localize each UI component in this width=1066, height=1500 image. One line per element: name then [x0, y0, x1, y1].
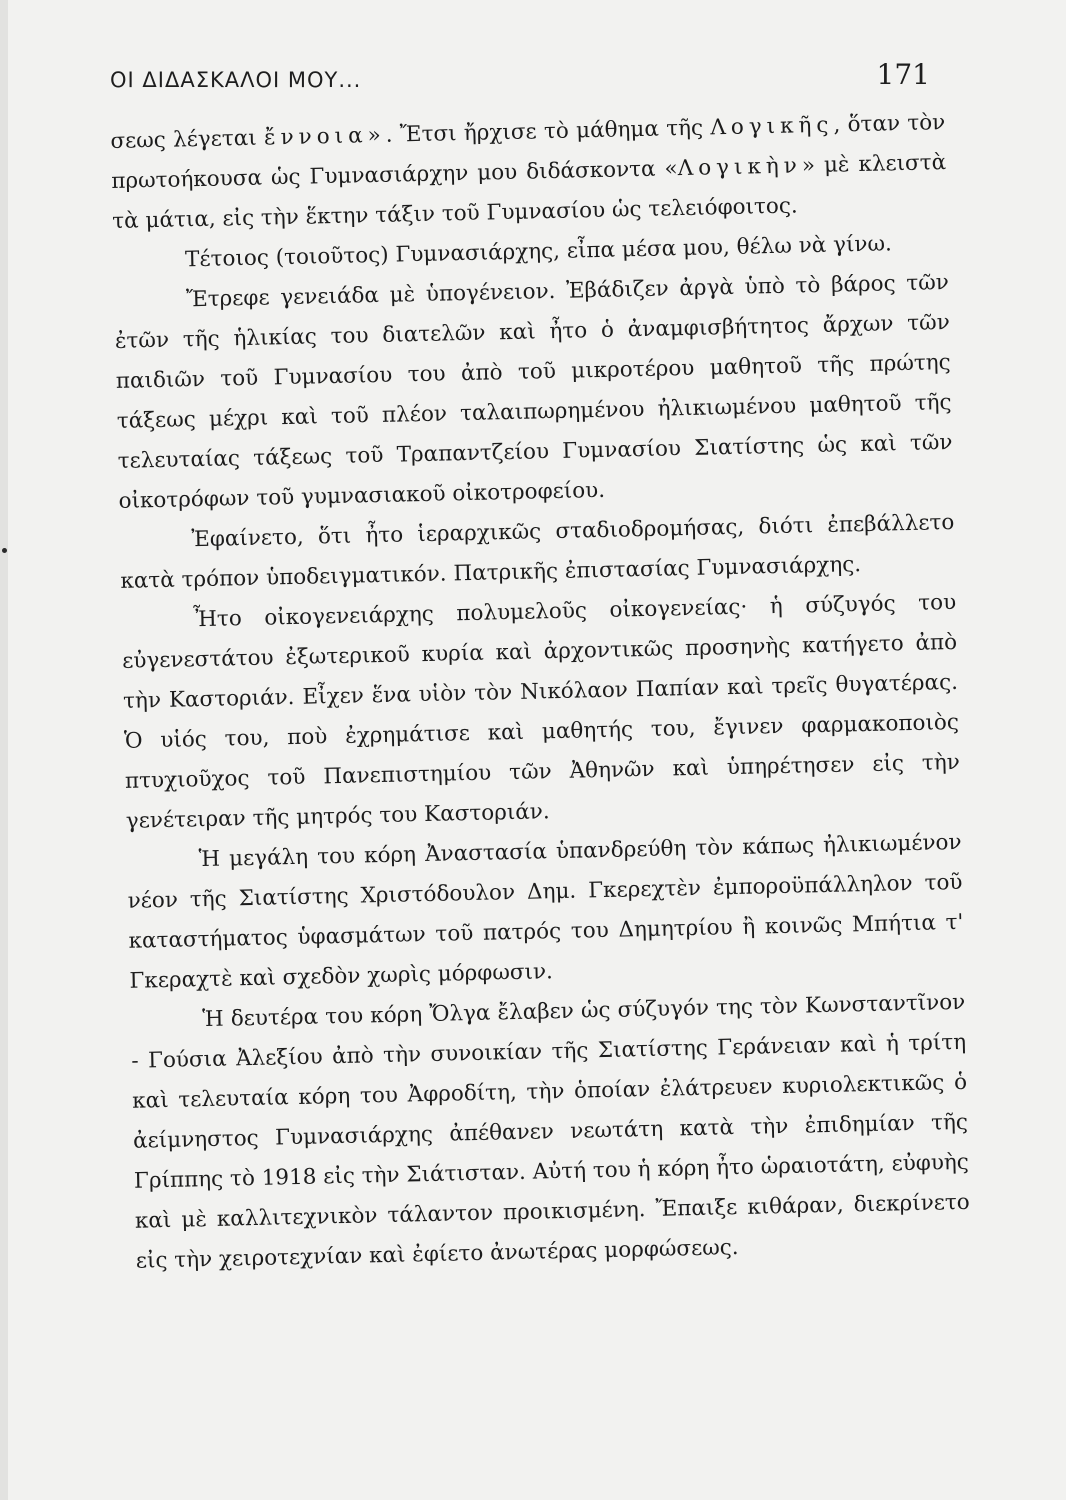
paragraph-1-text-e: , ὅταν τὸν πρωτοήκουσα ὡς Γυμνασιάρχην μου διδάσκοντα « — [111, 110, 946, 194]
running-head: ΟΙ ΔΙΔΑΣΚΑΛΟΙ ΜΟΥ... — [110, 68, 362, 92]
paragraph-7: Ἡ δευτέρα του κόρη Ὄλγα ἔλαβεν ὡς σύζυγόν της τὸν Κωνσταντῖνον - Γούσια Ἀλεξίου ἀπὸ τὴν συνοικίαν τῆς Σιατίστης Γεράνειαν καὶ ἡ τρίτη καὶ τελευταία κόρη του Ἀφροδίτη, τὴν ὁποίαν ἐλάτρευεν κυριολεκτικῶς ὁ ἀείμνηστος Γυμνασιάρχης ἀπέθανεν νεωτάτη κατὰ τὴν ἐπιδημίαν τῆς Γρίππης τὸ 1918 εἰς τὴν Σιάτισταν. Αὐτή του ἡ κόρη ἦτο ὡραιοτάτη, εὐφυὴς καὶ μὲ καλλιτεχνικὸν τάλαντον προικισμένη. Ἔπαιξε κιθάραν, διεκρίνετο εἰς τὴν χειροτεχνίαν καὶ ἐφίετο ἀνωτέρας μορφώσεως. — [131, 989, 971, 1274]
paragraph-3: Ἔτρεφε γενειάδα μὲ ὑπογένειον. Ἐβάδιζεν ἀργὰ ὑπὸ τὸ βάρος τῶν ἐτῶν τῆς ἡλικίας του διατελῶν καὶ ἦτο ὁ ἀναμφισβήτητος ἄρχων τῶν παιδιῶν τοῦ Γυμνασίου του ἀπὸ τοῦ μικροτέρου μαθητοῦ τῆς πρώτης τάξεως μέχρι καὶ τοῦ πλέον ταλαιπωρημένου ἠλικιωμένου μαθητοῦ τῆς τελευταίας τάξεως τοῦ Τραπαντζείου Γυμνασίου Σιατίστης ὡς καὶ τῶν οἰκοτρόφων τοῦ γυμνασιακοῦ οἰκοτροφείου. — [114, 270, 953, 514]
emphasized-term-logikin: Λογικὴν — [677, 153, 803, 182]
paragraph-1-text-c: . Ἔτσι ἤρχισε τὸ μάθημα τῆς — [385, 115, 711, 148]
paragraph-2: Τέτοιος (τοιοῦτος) Γυμνασιάρχης, εἶπα μέσα μου, θέλω νὰ γίνω. — [184, 231, 893, 273]
emphasized-term-logikis: Λογικῆς — [710, 112, 834, 141]
punch-hole-mark — [2, 548, 7, 553]
paragraph-5: Ἦτο οἰκογενειάρχης πολυμελοῦς οἰκογενείας· ἡ σύζυγός του εὐγενεστάτου ἐξωτερικοῦ κυρία καὶ ἀρχοντικῶς προσηνὴς κατήγετο ἀπὸ τὴν Καστοριάν. Εἶχεν ἕνα υἱὸν τὸν Νικόλαον Παπίαν καὶ τρεῖς θυγατέρας. Ὁ υἱός του, ποὺ ἐχρημάτισε καὶ μαθητής του, ἔγινεν φαρμακοποιὸς πτυχιοῦχος τοῦ Πανεπιστημίου τῶν Ἀθηνῶν καὶ ὑπηρέτησεν εἰς τὴν γενέτειραν τῆς μητρός του Καστοριάν. — [121, 589, 961, 834]
paragraph-1 — [110, 103, 948, 242]
emphasized-term-ennoia: ἔννοια» — [263, 122, 387, 151]
page-number: 171 — [876, 58, 930, 91]
paragraph-6: Ἡ μεγάλη του κόρη Ἀναστασία ὑπανδρεύθη τὸν κάπως ἠλικιωμένον νέον τῆς Σιατίστης Χριστόδουλον Δημ. Γκερεχτὲν ἐμποροϋπάλληλον τοῦ καταστήματος ὑφασμάτων τοῦ πατρός του Δημητρίου ἢ κοινῶς Μπήτια τ' Γκεραχτὲ καὶ σχεδὸν χωρὶς μόρφωσιν. — [127, 829, 964, 994]
body-text — [110, 103, 971, 1282]
paragraph-4: Ἐφαίνετο, ὅτι ἦτο ἱεραρχικῶς σταδιοδρομήσας, διότι ἐπεβάλλετο κατὰ τρόπον ὑποδειγματικόν. Πατρικῆς ἐπιστασίας Γυμνασιάρχης. — [120, 509, 955, 594]
page-header — [110, 58, 930, 102]
paragraph-1-text-g: » μὲ κλειστὰ τὰ μάτια, εἰς τὴν ἕκτην τάξιν τοῦ Γυμνασίου ὡς τελειόφοιτος. — [111, 150, 947, 234]
paragraph-1-text-a: σεως λέγεται — [110, 125, 265, 154]
